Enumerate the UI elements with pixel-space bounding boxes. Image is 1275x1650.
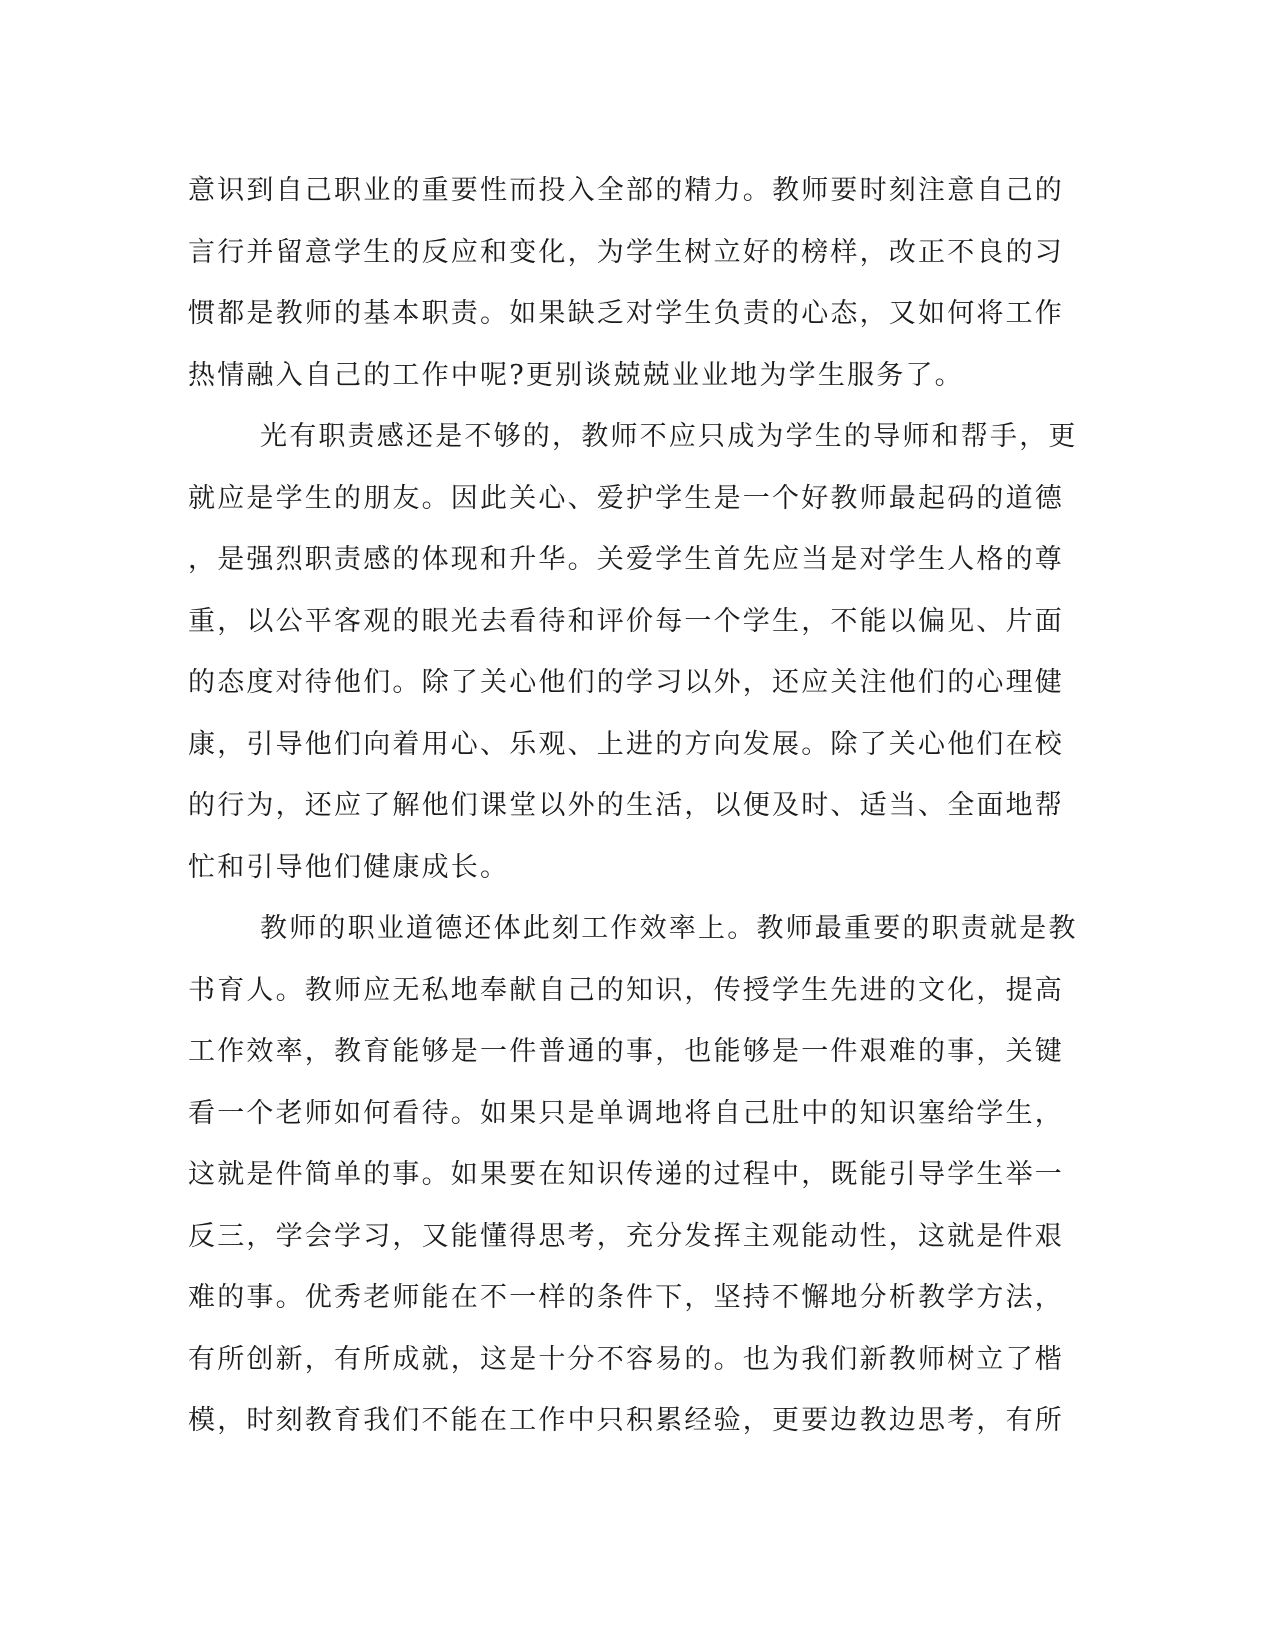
text-line: 工作效率，教育能够是一件普通的事，也能够是一件艰难的事，关键 — [188, 1036, 1064, 1067]
text-line: 看一个老师如何看待。如果只是单调地将自己肚中的知识塞给学生， — [188, 1097, 1064, 1129]
text-line: 反三，学会学习，又能懂得思考，充分发挥主观能动性，这就是件艰 — [188, 1220, 1064, 1252]
body-text — [188, 160, 1088, 1452]
text-line: 有所创新，有所成就，这是十分不容易的。也为我们新教师树立了楷 — [188, 1343, 1064, 1375]
text-line: 难的事。优秀老师能在不一样的条件下，坚持不懈地分析教学方法， — [188, 1282, 1064, 1313]
text-line: 意识到自己职业的重要性而投入全部的精力。教师要时刻注意自己的 — [188, 175, 1064, 206]
text-line: 模，时刻教育我们不能在工作中只积累经验，更要边教边思考，有所 — [188, 1405, 1064, 1436]
text-line: 热情融入自己的工作中呢?更别谈兢兢业业地为学生服务了。 — [188, 359, 964, 391]
text-line: 这就是件简单的事。如果要在知识传递的过程中，既能引导学生举一 — [188, 1159, 1064, 1190]
text-line: 书育人。教师应无私地奉献自己的知识，传授学生先进的文化，提高 — [188, 974, 1064, 1006]
text-line: 言行并留意学生的反应和变化，为学生树立好的榜样，改正不良的习 — [188, 236, 1064, 268]
text-line: 惯都是教师的基本职责。如果缺乏对学生负责的心态，又如何将工作 — [188, 298, 1064, 329]
text-line: 就应是学生的朋友。因此关心、爱护学生是一个好教师最起码的道德 — [188, 482, 1064, 514]
text-line: 忙和引导他们健康成长。 — [188, 851, 510, 883]
paragraph-first-line: 光有职责感还是不够的，教师不应只成为学生的导师和帮手，更 — [260, 421, 1078, 452]
text-line: 的行为，还应了解他们课堂以外的生活，以便及时、适当、全面地帮 — [188, 790, 1064, 821]
text-line: 重，以公平客观的眼光去看待和评价每一个学生，不能以偏见、片面 — [188, 605, 1064, 637]
text-line: 的态度对待他们。除了关心他们的学习以外，还应关注他们的心理健 — [188, 667, 1064, 698]
text-line: 康，引导他们向着用心、乐观、上进的方向发展。除了关心他们在校 — [188, 728, 1064, 760]
paragraph-first-line: 教师的职业道德还体此刻工作效率上。教师最重要的职责就是教 — [260, 913, 1078, 944]
text-line: ，是强烈职责感的体现和升华。关爱学生首先应当是对学生人格的尊 — [188, 544, 1064, 575]
